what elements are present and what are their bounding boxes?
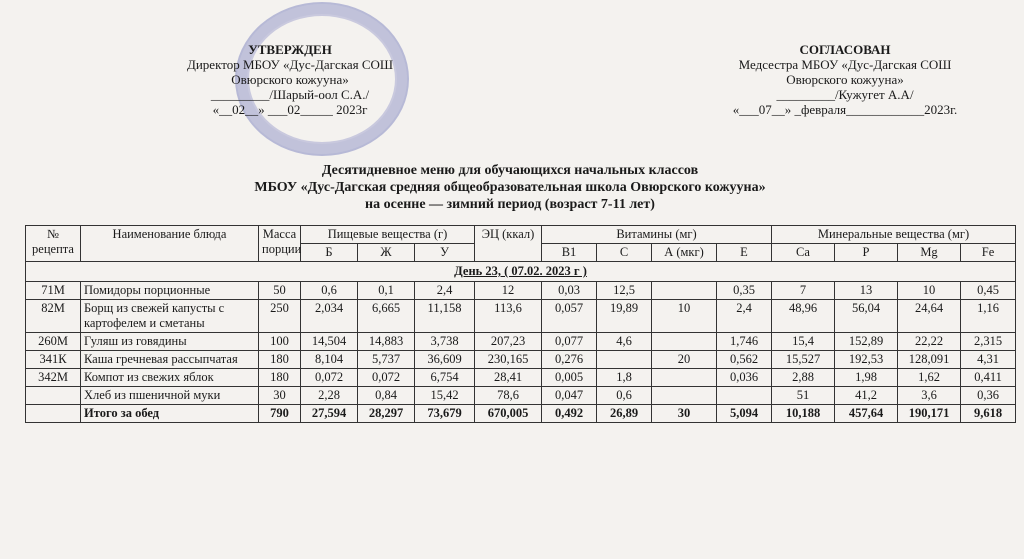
value-cell: 13 <box>835 282 898 300</box>
dish-name-cell: Итого за обед <box>81 405 259 423</box>
value-cell: 6,665 <box>358 300 415 333</box>
subheader-c: C <box>597 244 652 262</box>
subheader-fe: Fe <box>961 244 1016 262</box>
header-nutrients: Пищевые вещества (г) <box>301 226 475 244</box>
subheader-carbs: У <box>415 244 475 262</box>
value-cell: 2,88 <box>772 369 835 387</box>
value-cell: 790 <box>259 405 301 423</box>
subheader-a: А (мкг) <box>652 244 717 262</box>
table-row <box>26 333 1016 351</box>
value-cell: 0,84 <box>358 387 415 405</box>
value-cell: 0,492 <box>542 405 597 423</box>
value-cell: 30 <box>652 405 717 423</box>
header-recipe-number: № рецепта <box>26 226 81 262</box>
value-cell: 11,158 <box>415 300 475 333</box>
approved-line2: Овюрского кожууна» <box>231 72 349 87</box>
day-label: День 23, ( 07.02. 2023 г ) <box>26 262 1016 282</box>
value-cell: 250 <box>259 300 301 333</box>
value-cell: 1,8 <box>597 369 652 387</box>
recipe-number-cell: 71М <box>26 282 81 300</box>
value-cell <box>652 282 717 300</box>
table-row <box>26 282 1016 300</box>
value-cell <box>597 351 652 369</box>
subheader-ca: Ca <box>772 244 835 262</box>
agreed-heading: СОГЛАСОВАН <box>799 42 891 57</box>
value-cell: 0,276 <box>542 351 597 369</box>
value-cell: 48,96 <box>772 300 835 333</box>
dish-name-cell: Компот из свежих яблок <box>81 369 259 387</box>
dish-name-cell: Каша гречневая рассыпчатая <box>81 351 259 369</box>
value-cell: 24,64 <box>898 300 961 333</box>
value-cell: 0,562 <box>717 351 772 369</box>
header-energy: ЭЦ (ккал) <box>475 226 542 262</box>
table-row <box>26 351 1016 369</box>
value-cell: 41,2 <box>835 387 898 405</box>
value-cell: 0,6 <box>597 387 652 405</box>
header-dish-name: Наименование блюда <box>81 226 259 262</box>
title-line2: МБОУ «Дус-Дагская средняя общеобразовательная школа Овюрского кожууна» <box>254 180 766 195</box>
subheader-fat: Ж <box>358 244 415 262</box>
value-cell: 27,594 <box>301 405 358 423</box>
approved-date-line: «__02__» ___02_____ 2023г <box>212 102 368 117</box>
dish-name-cell: Помидоры порционные <box>81 282 259 300</box>
approved-block <box>160 42 420 117</box>
value-cell: 0,072 <box>301 369 358 387</box>
value-cell: 15,527 <box>772 351 835 369</box>
value-cell: 230,165 <box>475 351 542 369</box>
value-cell: 0,077 <box>542 333 597 351</box>
value-cell: 19,89 <box>597 300 652 333</box>
dish-name-cell: Борщ из свежей капусты с картофелем и сметаны <box>81 300 259 333</box>
value-cell: 1,62 <box>898 369 961 387</box>
value-cell: 15,4 <box>772 333 835 351</box>
value-cell: 28,41 <box>475 369 542 387</box>
value-cell: 152,89 <box>835 333 898 351</box>
value-cell: 14,883 <box>358 333 415 351</box>
value-cell: 0,1 <box>358 282 415 300</box>
value-cell <box>717 387 772 405</box>
agreed-line2: Овюрского кожууна» <box>786 72 904 87</box>
agreed-sign-line: _________/Кужугет А.А/ <box>776 87 914 102</box>
value-cell: 0,03 <box>542 282 597 300</box>
title-line3: на осенне — зимний период (возраст 7-11 лет) <box>365 197 655 212</box>
agreed-block <box>700 42 990 117</box>
value-cell: 4,31 <box>961 351 1016 369</box>
value-cell: 36,609 <box>415 351 475 369</box>
value-cell: 113,6 <box>475 300 542 333</box>
header-minerals: Минеральные вещества (мг) <box>772 226 1016 244</box>
subheader-p: P <box>835 244 898 262</box>
value-cell: 10 <box>898 282 961 300</box>
subheader-mg: Mg <box>898 244 961 262</box>
value-cell: 10,188 <box>772 405 835 423</box>
agreed-line1: Медсестра МБОУ «Дус-Дагская СОШ <box>738 57 952 72</box>
value-cell: 22,22 <box>898 333 961 351</box>
value-cell: 128,091 <box>898 351 961 369</box>
value-cell: 12,5 <box>597 282 652 300</box>
value-cell: 457,64 <box>835 405 898 423</box>
title-line1: Десятидневное меню для обучающихся начальных классов <box>321 163 699 178</box>
subheader-b1: B1 <box>542 244 597 262</box>
value-cell: 2,4 <box>717 300 772 333</box>
header-vitamins: Витамины (мг) <box>542 226 772 244</box>
value-cell: 670,005 <box>475 405 542 423</box>
value-cell: 4,6 <box>597 333 652 351</box>
value-cell: 207,23 <box>475 333 542 351</box>
value-cell: 20 <box>652 351 717 369</box>
value-cell: 78,6 <box>475 387 542 405</box>
value-cell: 0,057 <box>542 300 597 333</box>
header-portion-mass: Масса порции <box>259 226 301 262</box>
table-row <box>26 369 1016 387</box>
subheader-protein: Б <box>301 244 358 262</box>
value-cell: 2,315 <box>961 333 1016 351</box>
recipe-number-cell: 82М <box>26 300 81 333</box>
value-cell: 9,618 <box>961 405 1016 423</box>
recipe-number-cell <box>26 405 81 423</box>
value-cell: 56,04 <box>835 300 898 333</box>
value-cell: 3,738 <box>415 333 475 351</box>
value-cell: 0,411 <box>961 369 1016 387</box>
approved-line1: Директор МБОУ «Дус-Дагская СОШ <box>186 57 394 72</box>
value-cell: 0,047 <box>542 387 597 405</box>
value-cell: 1,746 <box>717 333 772 351</box>
value-cell: 30 <box>259 387 301 405</box>
recipe-number-cell: 260М <box>26 333 81 351</box>
value-cell: 50 <box>259 282 301 300</box>
value-cell: 0,6 <box>301 282 358 300</box>
value-cell: 0,35 <box>717 282 772 300</box>
value-cell: 5,737 <box>358 351 415 369</box>
value-cell: 12 <box>475 282 542 300</box>
value-cell: 7 <box>772 282 835 300</box>
subheader-e: E <box>717 244 772 262</box>
recipe-number-cell: 342М <box>26 369 81 387</box>
value-cell: 100 <box>259 333 301 351</box>
value-cell: 0,005 <box>542 369 597 387</box>
value-cell: 192,53 <box>835 351 898 369</box>
dish-name-cell: Гуляш из говядины <box>81 333 259 351</box>
value-cell: 1,16 <box>961 300 1016 333</box>
value-cell: 0,072 <box>358 369 415 387</box>
table-row <box>26 387 1016 405</box>
value-cell: 8,104 <box>301 351 358 369</box>
value-cell: 0,45 <box>961 282 1016 300</box>
value-cell <box>652 333 717 351</box>
dish-name-cell: Хлеб из пшеничной муки <box>81 387 259 405</box>
value-cell: 14,504 <box>301 333 358 351</box>
value-cell: 180 <box>259 369 301 387</box>
value-cell: 6,754 <box>415 369 475 387</box>
value-cell: 0,036 <box>717 369 772 387</box>
table-row <box>26 300 1016 333</box>
recipe-number-cell <box>26 387 81 405</box>
value-cell: 2,4 <box>415 282 475 300</box>
value-cell: 190,171 <box>898 405 961 423</box>
value-cell: 10 <box>652 300 717 333</box>
value-cell: 5,094 <box>717 405 772 423</box>
total-row <box>26 405 1016 423</box>
value-cell <box>652 369 717 387</box>
value-cell: 2,034 <box>301 300 358 333</box>
menu-table <box>25 225 1016 423</box>
value-cell: 15,42 <box>415 387 475 405</box>
approved-sign-line: _________/Шарый-оол С.А./ <box>210 87 370 102</box>
value-cell: 73,679 <box>415 405 475 423</box>
document-title <box>200 162 820 213</box>
value-cell: 26,89 <box>597 405 652 423</box>
value-cell: 3,6 <box>898 387 961 405</box>
value-cell: 0,36 <box>961 387 1016 405</box>
agreed-date-line: «___07__» _февраля____________2023г. <box>732 102 958 117</box>
value-cell: 28,297 <box>358 405 415 423</box>
value-cell: 180 <box>259 351 301 369</box>
value-cell <box>652 387 717 405</box>
value-cell: 51 <box>772 387 835 405</box>
approved-heading: УТВЕРЖДЕН <box>248 42 332 57</box>
value-cell: 2,28 <box>301 387 358 405</box>
recipe-number-cell: 341К <box>26 351 81 369</box>
day-row <box>26 262 1016 282</box>
value-cell: 1,98 <box>835 369 898 387</box>
